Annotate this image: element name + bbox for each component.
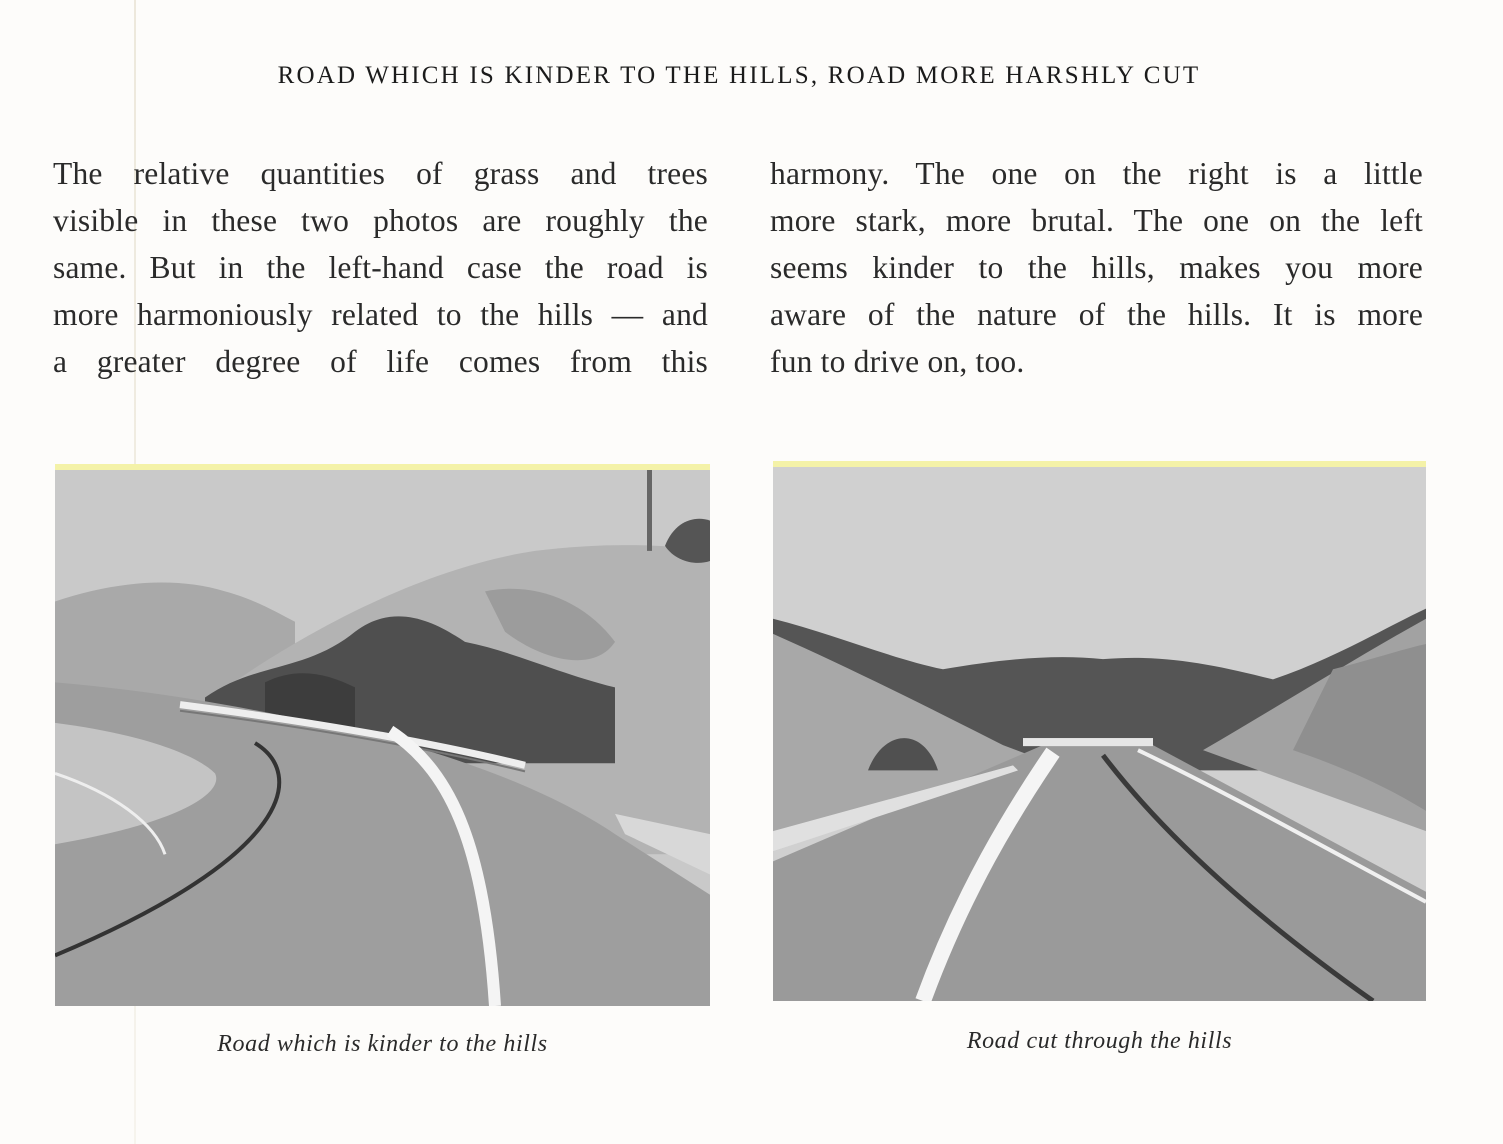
text-line: The relative quantities of grass and trees	[53, 156, 708, 191]
text-line: same. But in the left-hand case the road is	[53, 250, 708, 285]
photo-cut-road	[773, 461, 1426, 1001]
text-line: seems kinder to the hills, makes you more	[770, 250, 1423, 285]
page-heading: ROAD WHICH IS KINDER TO THE HILLS, ROAD MORE HARSHLY CUT	[277, 62, 1201, 89]
left-text-column	[53, 150, 708, 385]
right-text-column	[770, 150, 1423, 385]
text-line: more harmoniously related to the hills — and	[53, 297, 708, 332]
photo-kinder-road	[55, 464, 710, 1006]
text-line: fun to drive on, too.	[770, 344, 1025, 379]
photo-caption-right: Road cut through the hills	[966, 1028, 1233, 1054]
photo-kinder-road-image	[55, 470, 710, 1006]
photo-cut-road-image	[773, 467, 1426, 1001]
text-line: aware of the nature of the hills. It is more	[770, 297, 1423, 332]
text-line: visible in these two photos are roughly the	[53, 203, 708, 238]
photo-caption-left: Road which is kinder to the hills	[217, 1031, 548, 1057]
text-line: harmony. The one on the right is a little	[770, 156, 1423, 191]
text-line: a greater degree of life comes from this	[53, 344, 708, 379]
text-line: more stark, more brutal. The one on the left	[770, 203, 1423, 238]
